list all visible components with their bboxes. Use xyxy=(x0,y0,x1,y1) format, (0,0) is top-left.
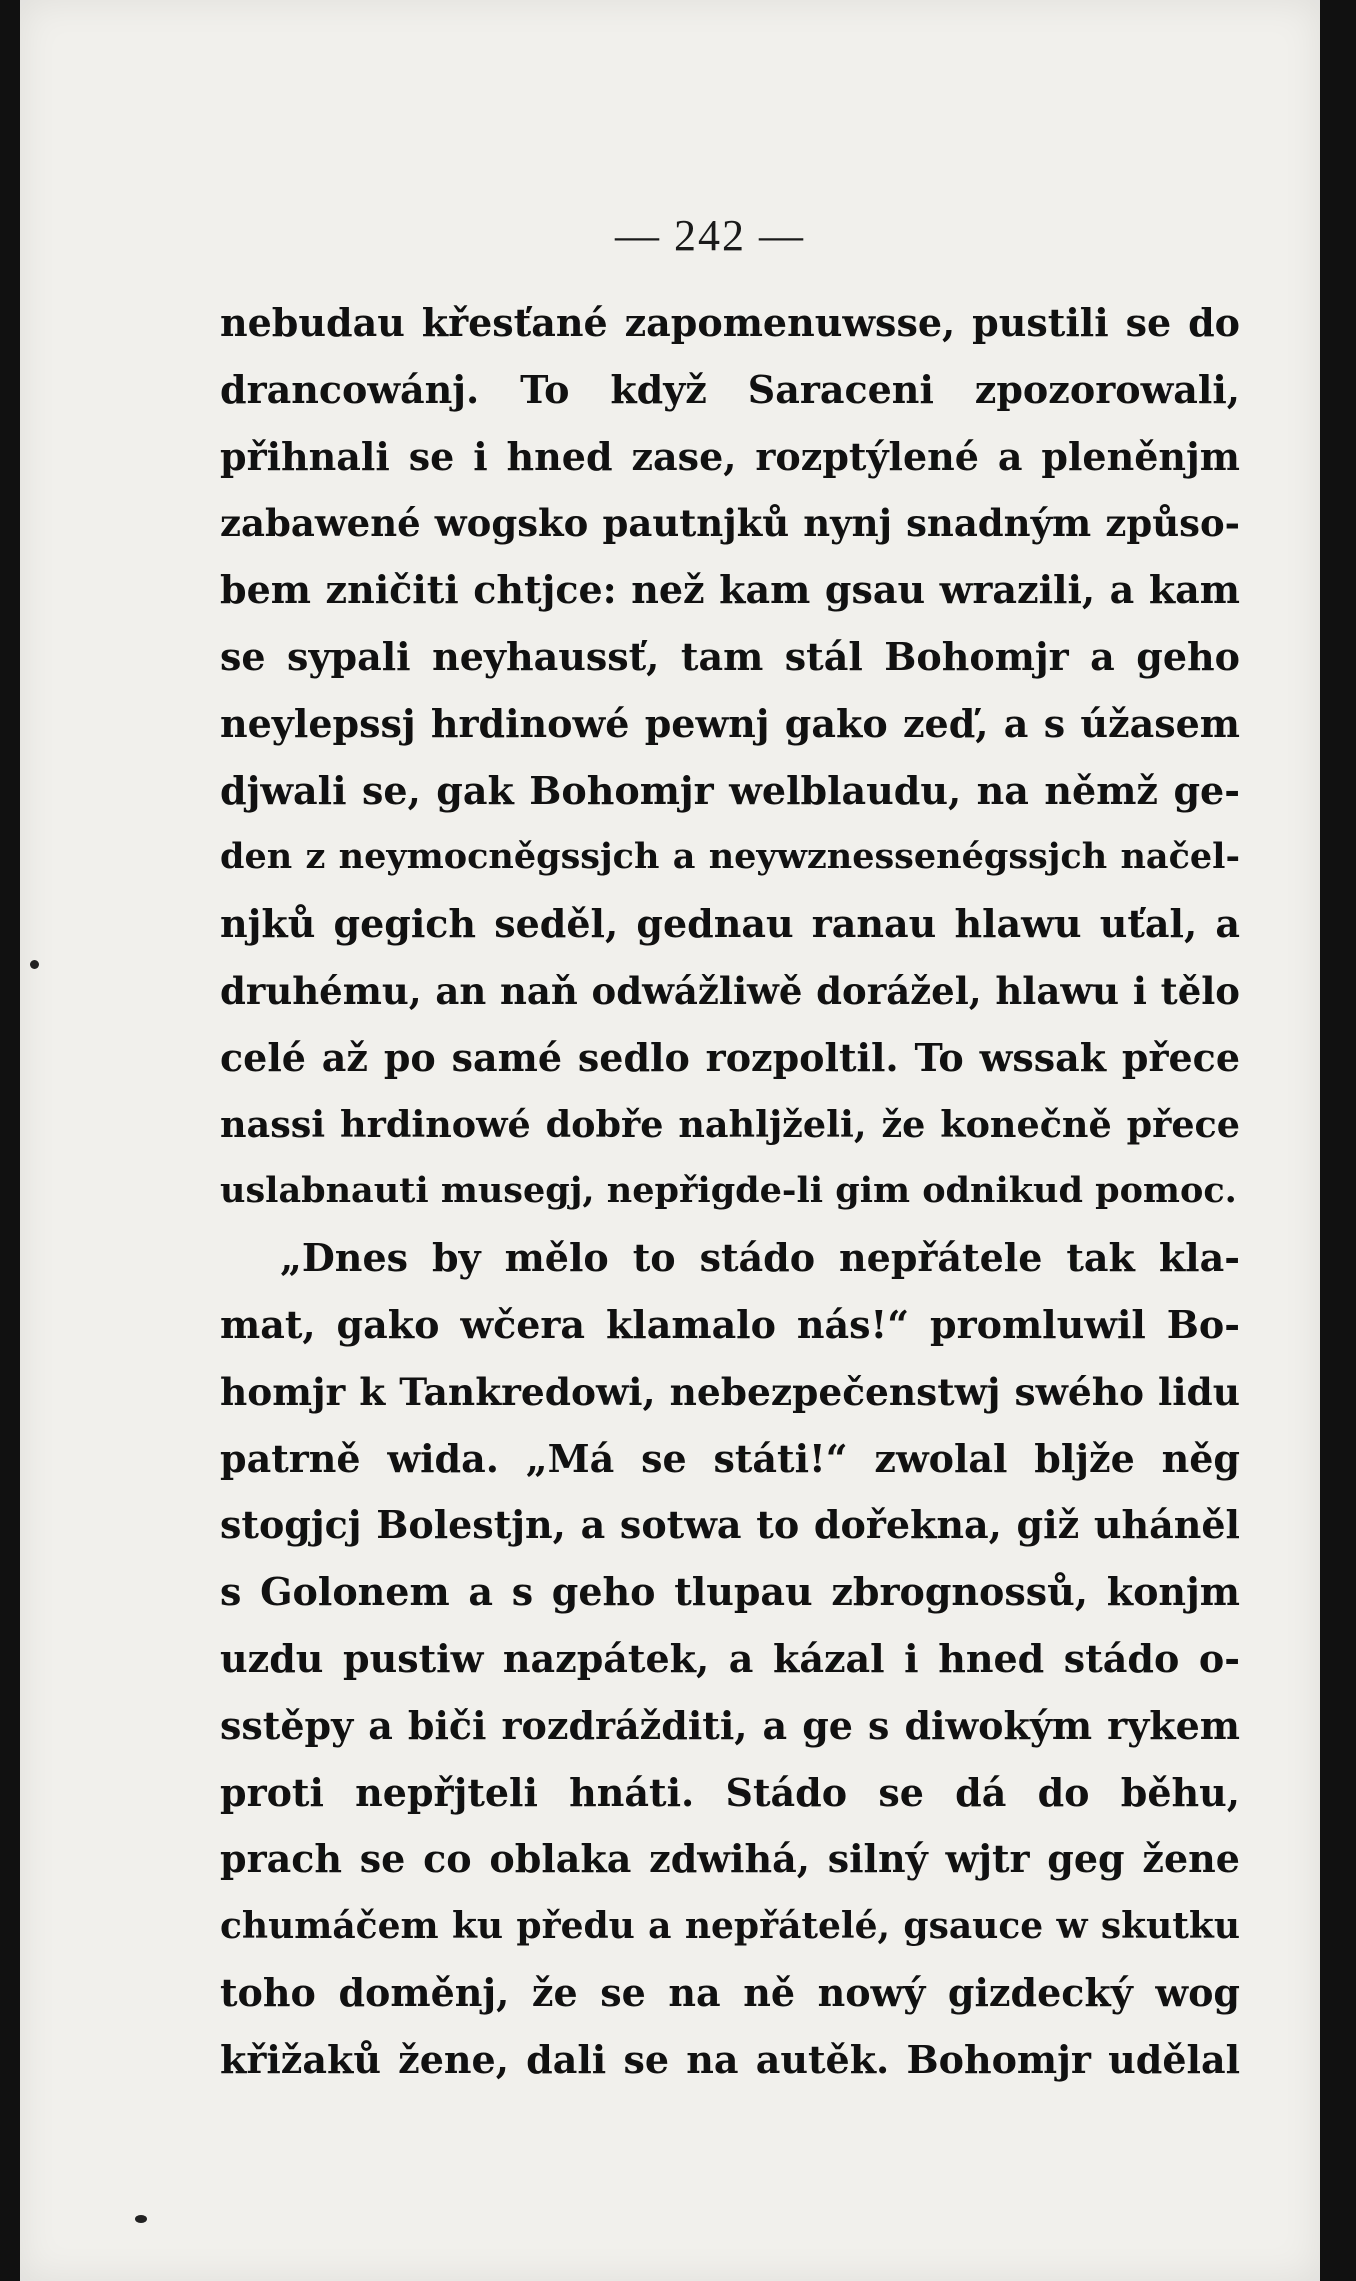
text-line: mat, gako wčera klamalo nás!“ promluwil Bo- xyxy=(220,1301,1240,1347)
text-line: s Golonem a s geho tlupau zbrognossů, konjm xyxy=(220,1569,1240,1615)
text-line: proti nepřjteli hnáti. Stádo se dá do běhu, xyxy=(220,1769,1240,1815)
scan-speck xyxy=(135,2215,147,2223)
text-line: stogjcj Bolestjn, a sotwa to dořekna, giž uháněl xyxy=(220,1502,1240,1548)
text-line: křižaků žene, dali se na autěk. Bohomjr udělal xyxy=(220,2036,1240,2082)
text-line: djwali se, gak Bohomjr welblaudu, na němž ge- xyxy=(220,767,1240,813)
text-line: zabawené wogsko pautnjků nynj snadným způso- xyxy=(220,501,1240,546)
page-number: — 242 — xyxy=(615,211,805,260)
text-line: přihnali se i hned zase, rozptýlené a pleněnjm xyxy=(220,433,1240,479)
text-line: prach se co oblaka zdwihá, silný wjtr geg žene xyxy=(220,1836,1240,1882)
text-line: toho doměnj, že se na ně nowý gizdecký wog xyxy=(220,1969,1240,2015)
text-line: „Dnes by mělo to stádo nepřátele tak kla- xyxy=(280,1235,1240,1281)
text-line: nebudau křesťané zapomenuwsse, pustili se do xyxy=(220,300,1240,345)
text-line: njků gegich seděl, gednau ranau hlawu uťal, a xyxy=(220,901,1240,947)
text-line: patrně wida. „Má se státi!“ zwolal bljže něg xyxy=(220,1435,1240,1481)
text-line: uslabnauti musegj, nepřigde-li gim odnikud pomoc. xyxy=(220,1170,1237,1212)
text-line: homjr k Tankredowi, nebezpečenstwj swého lidu xyxy=(220,1369,1240,1414)
text-line: se sypali neyhaussť, tam stál Bohomjr a geho xyxy=(220,633,1240,679)
text-line: drancowánj. To když Saraceni zpozorowali, xyxy=(220,366,1240,412)
scan-speck xyxy=(30,960,39,969)
text-line: bem zničiti chtjce: než kam gsau wrazili, a kam xyxy=(220,567,1240,613)
body-text xyxy=(220,290,1240,2094)
text-line: celé až po samé sedlo rozpoltil. To wssak přece xyxy=(220,1034,1240,1080)
text-line: chumáčem ku předu a nepřátelé, gsauce w skutku xyxy=(220,1905,1240,1948)
text-line: den z neymocněgssjch a neywznessenégssjch načel- xyxy=(220,836,1240,878)
text-line: sstěpy a biči rozdrážditi, a ge s diwokým rykem xyxy=(220,1702,1240,1748)
text-line: neylepssj hrdinowé pewnj gako zeď, a s úžasem xyxy=(220,700,1240,746)
book-page xyxy=(20,0,1320,2281)
text-line: druhému, an naň odwážliwě dorážel, hlawu i tělo xyxy=(220,968,1240,1013)
text-line: uzdu pustiw nazpátek, a kázal i hned stádo o- xyxy=(220,1635,1240,1681)
text-line: nassi hrdinowé dobře nahljželi, že konečně přece xyxy=(220,1102,1240,1146)
